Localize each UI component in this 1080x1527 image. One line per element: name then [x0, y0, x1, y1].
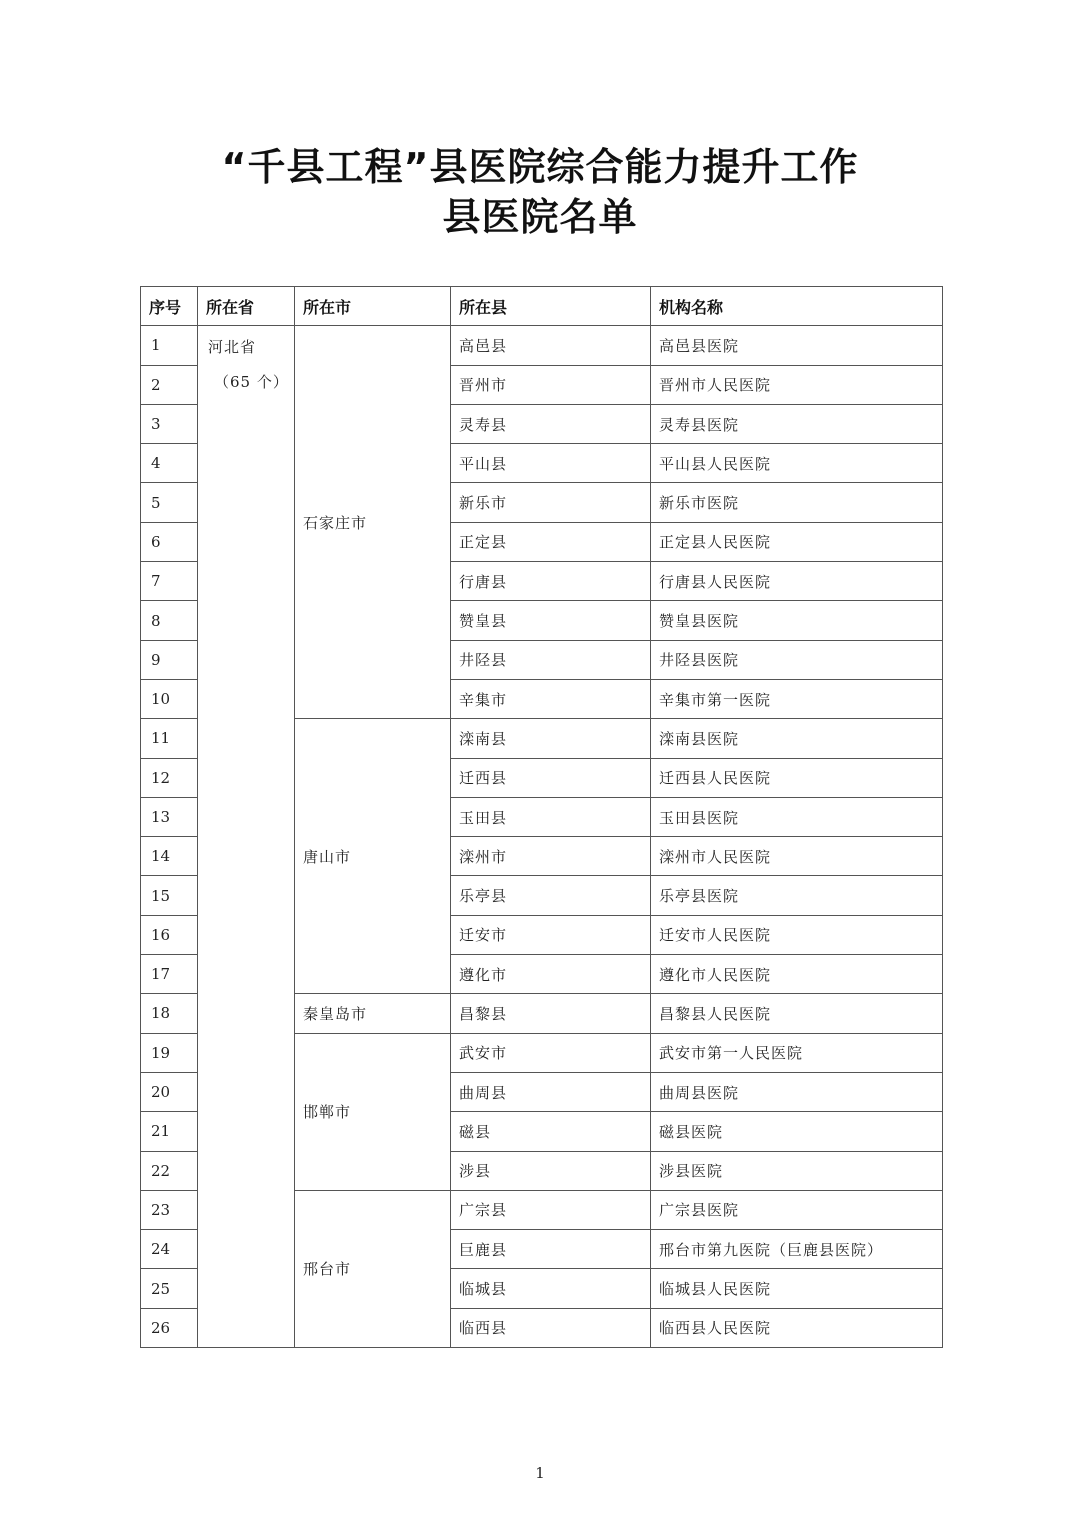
county-cell: 巨鹿县 [451, 1230, 651, 1269]
org-name-cell: 行唐县人民医院 [651, 562, 943, 601]
county-cell: 新乐市 [451, 483, 651, 522]
seq-cell: 25 [141, 1269, 198, 1308]
hospital-list-table [140, 286, 943, 1348]
seq-cell: 4 [141, 444, 198, 483]
org-name-cell: 玉田县医院 [651, 797, 943, 836]
org-name-cell: 井陉县医院 [651, 640, 943, 679]
province-count: （65 个） [214, 373, 289, 392]
seq-cell: 22 [141, 1151, 198, 1190]
org-name-cell: 遵化市人民医院 [651, 955, 943, 994]
county-cell: 高邑县 [451, 326, 651, 365]
org-name-cell: 晋州市人民医院 [651, 365, 943, 404]
org-name-cell: 新乐市医院 [651, 483, 943, 522]
seq-cell: 20 [141, 1072, 198, 1111]
org-name-cell: 滦州市人民医院 [651, 837, 943, 876]
seq-cell: 5 [141, 483, 198, 522]
province-name: 河北省 [208, 338, 257, 357]
org-name-cell: 临西县人民医院 [651, 1308, 943, 1347]
city-cell: 邯郸市 [295, 1033, 451, 1190]
seq-cell: 10 [141, 679, 198, 718]
table-body [141, 326, 943, 1348]
org-name-cell: 迁安市人民医院 [651, 915, 943, 954]
county-cell: 涉县 [451, 1151, 651, 1190]
org-name-cell: 高邑县医院 [651, 326, 943, 365]
county-cell: 遵化市 [451, 955, 651, 994]
county-cell: 迁安市 [451, 915, 651, 954]
county-cell: 曲周县 [451, 1072, 651, 1111]
header-org-name: 机构名称 [651, 287, 943, 326]
seq-cell: 13 [141, 797, 198, 836]
county-cell: 晋州市 [451, 365, 651, 404]
county-cell: 乐亭县 [451, 876, 651, 915]
county-cell: 昌黎县 [451, 994, 651, 1033]
header-county: 所在县 [451, 287, 651, 326]
seq-cell: 9 [141, 640, 198, 679]
seq-cell: 15 [141, 876, 198, 915]
seq-cell: 26 [141, 1308, 198, 1347]
county-cell: 辛集市 [451, 679, 651, 718]
county-cell: 迁西县 [451, 758, 651, 797]
seq-cell: 6 [141, 522, 198, 561]
seq-cell: 12 [141, 758, 198, 797]
org-name-cell: 辛集市第一医院 [651, 679, 943, 718]
org-name-cell: 赞皇县医院 [651, 601, 943, 640]
org-name-cell: 广宗县医院 [651, 1190, 943, 1229]
county-cell: 行唐县 [451, 562, 651, 601]
table-header-row [141, 287, 943, 326]
seq-cell: 7 [141, 562, 198, 601]
org-name-cell: 武安市第一人民医院 [651, 1033, 943, 1072]
county-cell: 赞皇县 [451, 601, 651, 640]
seq-cell: 8 [141, 601, 198, 640]
seq-cell: 19 [141, 1033, 198, 1072]
document-title-line1: “千县工程”县医院综合能力提升工作 [221, 145, 859, 189]
seq-cell: 1 [141, 326, 198, 365]
org-name-cell: 滦南县医院 [651, 719, 943, 758]
seq-cell: 18 [141, 994, 198, 1033]
org-name-cell: 昌黎县人民医院 [651, 994, 943, 1033]
county-cell: 平山县 [451, 444, 651, 483]
org-name-cell: 临城县人民医院 [651, 1269, 943, 1308]
seq-cell: 3 [141, 404, 198, 443]
province-cell [198, 326, 295, 1348]
document-title-line2: 县医院名单 [442, 195, 638, 239]
county-cell: 正定县 [451, 522, 651, 561]
county-cell: 武安市 [451, 1033, 651, 1072]
org-name-cell: 磁县医院 [651, 1112, 943, 1151]
county-cell: 滦南县 [451, 719, 651, 758]
city-cell: 秦皇岛市 [295, 994, 451, 1033]
seq-cell: 16 [141, 915, 198, 954]
seq-cell: 23 [141, 1190, 198, 1229]
org-name-cell: 曲周县医院 [651, 1072, 943, 1111]
city-cell: 石家庄市 [295, 326, 451, 719]
table-row [141, 326, 943, 365]
county-cell: 临西县 [451, 1308, 651, 1347]
seq-cell: 2 [141, 365, 198, 404]
county-cell: 磁县 [451, 1112, 651, 1151]
county-cell: 灵寿县 [451, 404, 651, 443]
county-cell: 井陉县 [451, 640, 651, 679]
seq-cell: 17 [141, 955, 198, 994]
header-province: 所在省 [198, 287, 295, 326]
county-cell: 广宗县 [451, 1190, 651, 1229]
org-name-cell: 平山县人民医院 [651, 444, 943, 483]
header-seq: 序号 [141, 287, 198, 326]
seq-cell: 21 [141, 1112, 198, 1151]
org-name-cell: 邢台市第九医院（巨鹿县医院） [651, 1230, 943, 1269]
county-cell: 滦州市 [451, 837, 651, 876]
org-name-cell: 迁西县人民医院 [651, 758, 943, 797]
city-cell: 邢台市 [295, 1190, 451, 1347]
org-name-cell: 灵寿县医院 [651, 404, 943, 443]
county-cell: 临城县 [451, 1269, 651, 1308]
seq-cell: 14 [141, 837, 198, 876]
org-name-cell: 正定县人民医院 [651, 522, 943, 561]
org-name-cell: 涉县医院 [651, 1151, 943, 1190]
seq-cell: 11 [141, 719, 198, 758]
county-cell: 玉田县 [451, 797, 651, 836]
page-number: 1 [535, 1464, 545, 1482]
city-cell: 唐山市 [295, 719, 451, 994]
org-name-cell: 乐亭县医院 [651, 876, 943, 915]
seq-cell: 24 [141, 1230, 198, 1269]
header-city: 所在市 [295, 287, 451, 326]
